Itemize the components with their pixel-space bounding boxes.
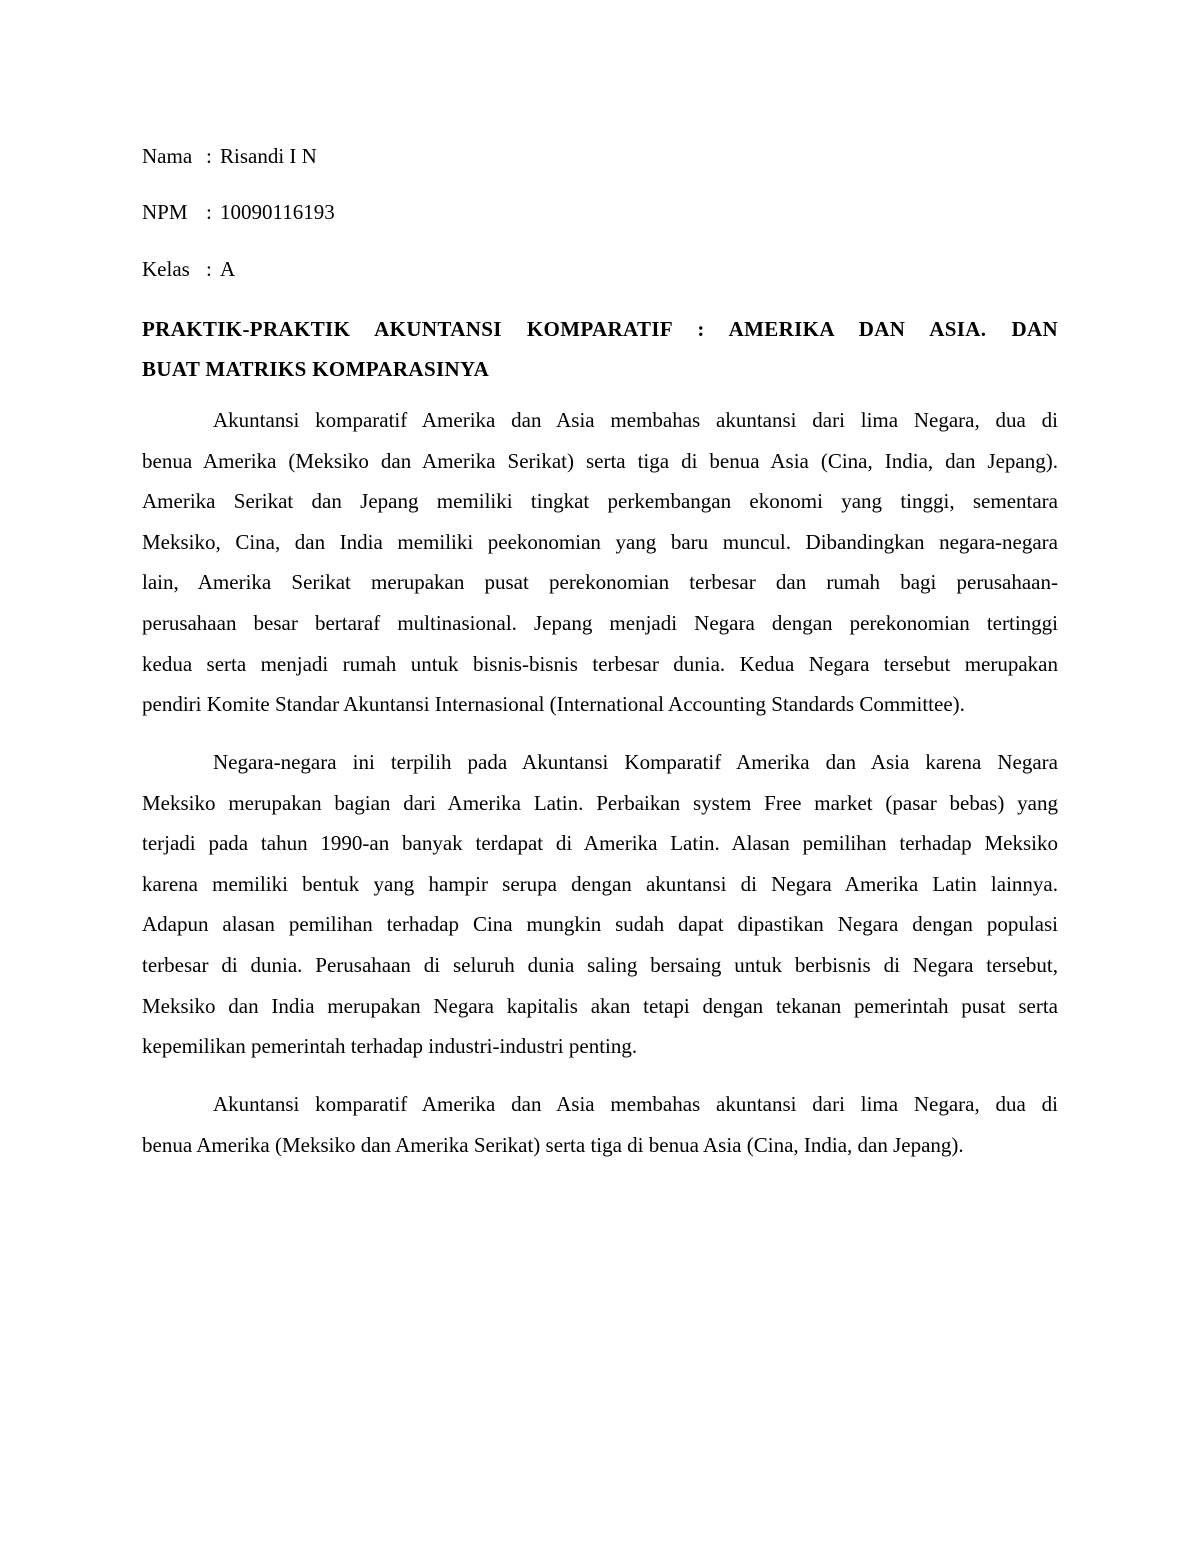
paragraph-1 — [142, 400, 1058, 725]
npm-row — [142, 199, 335, 225]
kelas-colon: : — [206, 257, 212, 281]
paragraph-line: Adapun alasan pemilihan terhadap Cina mungkin sudah dapat dipastikan Negara dengan populasi — [142, 912, 1058, 937]
npm-label: NPM — [142, 200, 188, 224]
document-title — [142, 309, 1058, 389]
nama-value: Risandi I N — [220, 144, 317, 168]
title-line-2: BUAT MATRIKS KOMPARASINYA — [142, 357, 490, 381]
paragraph-3 — [142, 1084, 1058, 1165]
title-line-1: PRAKTIK-PRAKTIK AKUNTANSI KOMPARATIF : AMERIKA DAN ASIA. DAN — [142, 317, 1058, 341]
kelas-value: A — [220, 257, 236, 281]
paragraph-line: Meksiko merupakan bagian dari Amerika Latin. Perbaikan system Free market (pasar bebas) yang — [142, 790, 1058, 815]
paragraph-line: lain, Amerika Serikat merupakan pusat perekonomian terbesar dan rumah bagi perusahaan- — [142, 570, 1058, 595]
paragraph-line: Akuntansi komparatif Amerika dan Asia membahas akuntansi dari lima Negara, dua di — [213, 408, 1058, 432]
nama-label: Nama — [142, 144, 193, 168]
npm-value: 10090116193 — [220, 200, 335, 224]
paragraph-line: kepemilikan pemerintah terhadap industri-industri penting. — [142, 1034, 638, 1059]
paragraph-line: karena memiliki bentuk yang hampir serupa dengan akuntansi di Negara Amerika Latin lainnya. — [142, 871, 1058, 896]
kelas-label: Kelas — [142, 257, 190, 281]
paragraph-line: Akuntansi komparatif Amerika dan Asia membahas akuntansi dari lima Negara, dua di — [213, 1092, 1058, 1116]
paragraph-line: Meksiko, Cina, dan India memiliki peekonomian yang baru muncul. Dibandingkan negara-negara — [142, 529, 1058, 554]
paragraph-line: kedua serta menjadi rumah untuk bisnis-bisnis terbesar dunia. Kedua Negara tersebut merupakan — [142, 651, 1058, 676]
paragraph-line: benua Amerika (Meksiko dan Amerika Serikat) serta tiga di benua Asia (Cina, India, dan Jepang). — [142, 1132, 964, 1157]
paragraph-line: benua Amerika (Meksiko dan Amerika Serikat) serta tiga di benua Asia (Cina, India, dan Jepang). — [142, 448, 1058, 473]
paragraph-line: Amerika Serikat dan Jepang memiliki tingkat perkembangan ekonomi yang tinggi, sementara — [142, 489, 1058, 514]
paragraph-line: terbesar di dunia. Perusahaan di seluruh dunia saling bersaing untuk berbisnis di Negara tersebut, — [142, 952, 1058, 977]
nama-row — [142, 143, 317, 169]
paragraph-line: perusahaan besar bertaraf multinasional. Jepang menjadi Negara dengan perekonomian tertinggi — [142, 610, 1058, 635]
paragraph-line: terjadi pada tahun 1990-an banyak terdapat di Amerika Latin. Alasan pemilihan terhadap Meksiko — [142, 831, 1058, 856]
paragraph-line: pendiri Komite Standar Akuntansi Internasional (International Accounting Standards Committee). — [142, 692, 965, 717]
nama-colon: : — [206, 144, 212, 168]
paragraph-2 — [142, 742, 1058, 1067]
paragraph-line: Negara-negara ini terpilih pada Akuntansi Komparatif Amerika dan Asia karena Negara — [213, 750, 1058, 774]
kelas-row — [142, 256, 235, 282]
npm-colon: : — [206, 200, 212, 224]
paragraph-line: Meksiko dan India merupakan Negara kapitalis akan tetapi dengan tekanan pemerintah pusat serta — [142, 993, 1058, 1018]
